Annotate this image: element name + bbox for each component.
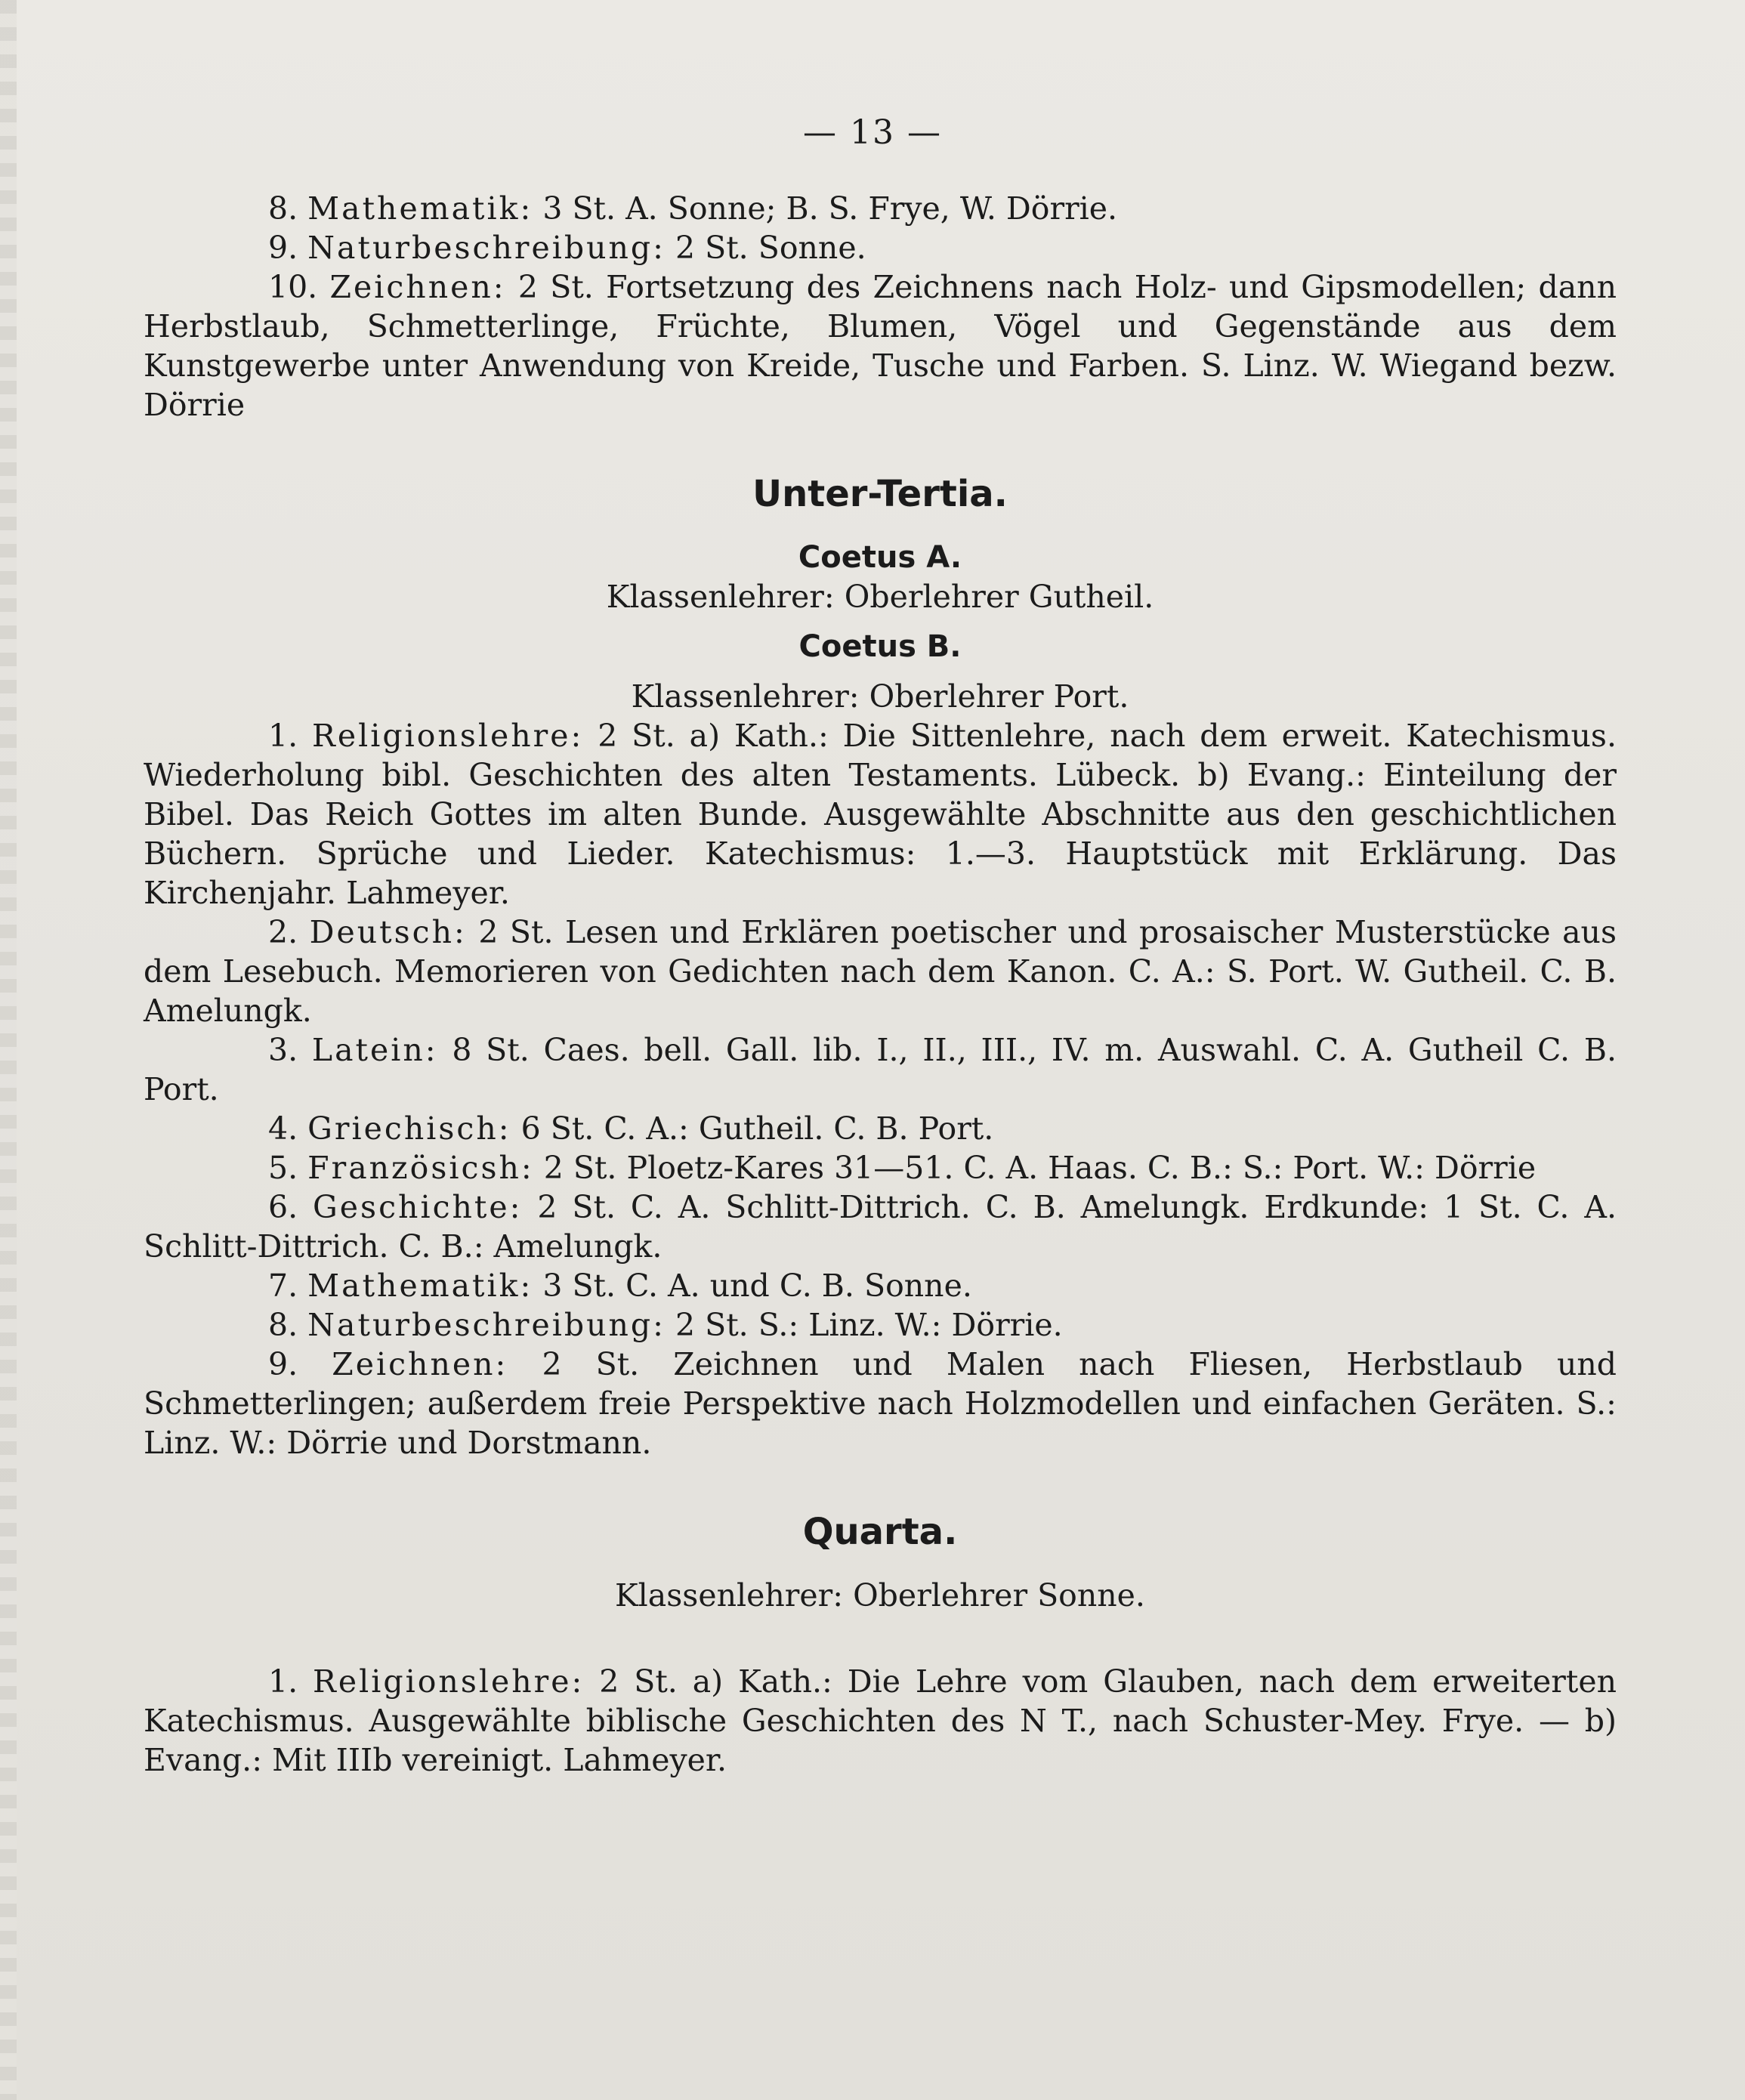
document-body: [144, 189, 1617, 1780]
previous-class-continuation: [144, 189, 1617, 425]
quarta-section: [144, 1509, 1617, 1780]
subject-paragraph: 8. Naturbeschreibung: 2 St. S.: Linz. W.: Dörrie.: [268, 1307, 1063, 1343]
subject-paragraph: 2. Deutsch: 2 St. Lesen und Erklären poetischer und prosaischer Musterstücke aus dem Lesebuch. Memorieren von Gedichten nach dem Kanon. C. A.: S. Port. W. Gutheil. C. B. Amelungk.: [144, 914, 1617, 1029]
coetus-b-heading: Coetus B.: [798, 629, 962, 664]
subject-paragraph: 1. Religionslehre: 2 St. a) Kath.: Die Sittenlehre, nach dem erweit. Katechismus. Wiederholung bibl. Geschichten des alten Testaments. Lübeck. b) Evang.: Einteilung der Bibel. Das Reich Gottes im alten Bunde. Ausgewählte Abschnitte aus den geschichtlichen Büchern. Sprüche und Lieder. Katechismus: 1.—3. Hauptstück mit Erklärung. Das Kirchenjahr. Lahmeyer.: [144, 718, 1617, 911]
section-heading: Quarta.: [802, 1511, 958, 1553]
subject-paragraph: 6. Geschichte: 2 St. C. A. Schlitt-Dittrich. C. B. Amelungk. Erdkunde: 1 St. C. A. Schlitt-Dittrich. C. B.: Amelungk.: [144, 1189, 1617, 1265]
subject-paragraph: 4. Griechisch: 6 St. C. A.: Gutheil. C. B. Port.: [268, 1110, 994, 1147]
quarta-teacher: Klassenlehrer: Oberlehrer Sonne.: [615, 1577, 1145, 1614]
subject-paragraph: 1. Religionslehre: 2 St. a) Kath.: Die Lehre vom Glauben, nach dem erweiterten Katechismus. Ausgewählte biblische Geschichten des N T., nach Schuster-Mey. Frye. — b) Evang.: Mit IIIb vereinigt. Lahmeyer.: [144, 1663, 1617, 1778]
coetus-b-teacher: Klassenlehrer: Oberlehrer Port.: [631, 678, 1129, 715]
subject-paragraph: 9. Zeichnen: 2 St. Zeichnen und Malen nach Fliesen, Herbstlaub und Schmetterlingen; außerdem freie Perspektive nach Holzmodellen und einfachen Geräten. S.: Linz. W.: Dörrie und Dorstmann.: [144, 1346, 1617, 1461]
coetus-a-teacher: Klassenlehrer: Oberlehrer Gutheil.: [606, 579, 1154, 615]
subject-paragraph: 5. Französicsh: 2 St. Ploetz-Kares 31—51. C. A. Haas. C. B.: S.: Port. W.: Dörrie: [268, 1150, 1537, 1186]
coetus-a-heading: Coetus A.: [798, 540, 962, 575]
subject-paragraph: 9. Naturbeschreibung: 2 St. Sonne.: [268, 230, 866, 266]
section-heading: Unter-Tertia.: [752, 473, 1008, 515]
unter-tertia-section: [144, 471, 1617, 1462]
scan-edge: [0, 0, 17, 2100]
subject-paragraph: 3. Latein: 8 St. Caes. bell. Gall. lib. I., II., III., IV. m. Auswahl. C. A. Gutheil C. B. Port.: [144, 1032, 1617, 1107]
page-number: — 13 —: [803, 113, 942, 152]
subject-paragraph: 10. Zeichnen: 2 St. Fortsetzung des Zeichnens nach Holz- und Gipsmodellen; dann Herbstlaub, Schmetterlinge, Früchte, Blumen, Vögel und Gegenstände aus dem Kunstgewerbe unter Anwendung von Kreide, Tusche und Farben. S. Linz. W. Wiegand bezw. Dörrie: [144, 269, 1617, 423]
subject-paragraph: 7. Mathematik: 3 St. C. A. und C. B. Sonne.: [268, 1268, 972, 1304]
subject-paragraph: 8. Mathematik: 3 St. A. Sonne; B. S. Frye, W. Dörrie.: [268, 190, 1118, 227]
